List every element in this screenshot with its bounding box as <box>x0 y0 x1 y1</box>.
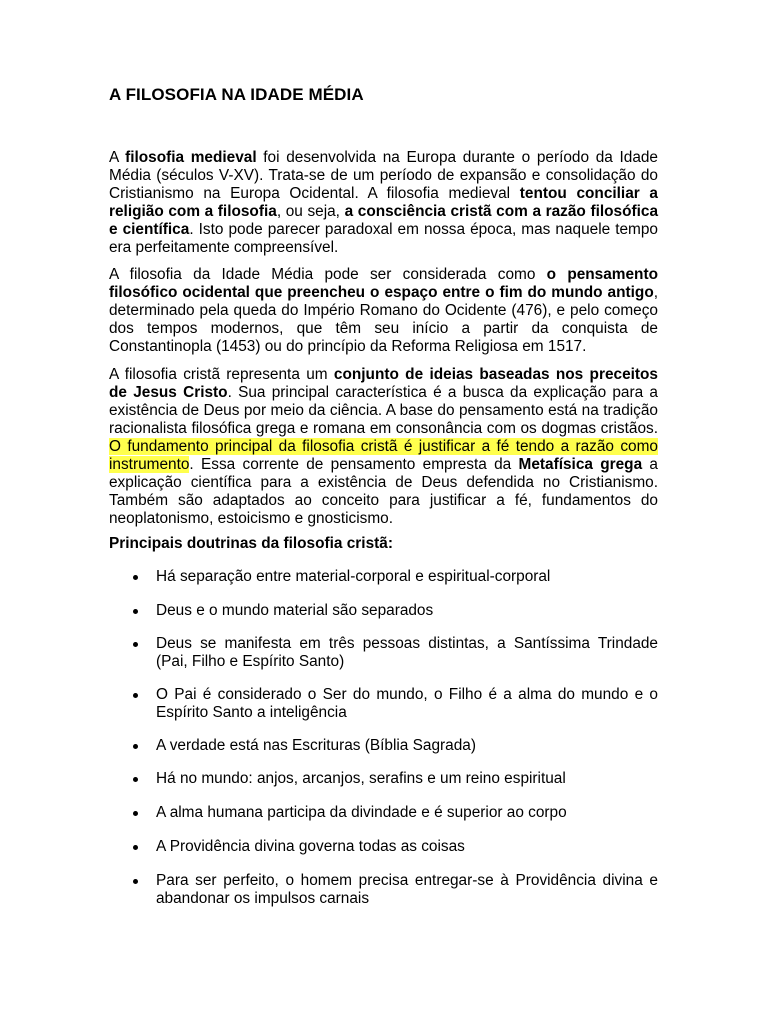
list-item <box>109 568 658 586</box>
text-run: a explicação científica para a existência de Deus defendida no Cristianismo. Também são adaptados ao conceito para justificar a fé, fundamentos do neoplatonismo, estoicismo e gnosticismo. <box>109 456 658 527</box>
list-item-text: Há separação entre material-corporal e espiritual-corporal <box>156 568 551 585</box>
bold-text: filosofia medieval <box>125 149 257 166</box>
text-run: . Essa corrente de pensamento empresta da <box>189 456 519 473</box>
bullet-icon <box>109 568 156 586</box>
list-item <box>109 804 658 822</box>
list-item-text: Deus se manifesta em três pessoas distintas, a Santíssima Trindade (Pai, Filho e Espírito Santo) <box>156 635 658 670</box>
bullet-icon <box>109 635 156 653</box>
bullet-icon <box>109 872 156 890</box>
section-subheading: Principais doutrinas da filosofia cristã: <box>109 535 393 552</box>
list-item-text: Há no mundo: anjos, arcanjos, serafins e um reino espiritual <box>156 770 566 787</box>
list-item <box>109 872 658 908</box>
bold-text: Metafísica grega <box>518 456 643 473</box>
list-item-text: A verdade está nas Escrituras (Bíblia Sagrada) <box>156 737 476 754</box>
page-title: A FILOSOFIA NA IDADE MÉDIA <box>109 85 364 104</box>
text-run: A filosofia da Idade Média pode ser considerada como <box>109 266 547 283</box>
list-item-text: A alma humana participa da divindade e é superior ao corpo <box>156 804 567 821</box>
list-item-text: A Providência divina governa todas as coisas <box>156 838 465 855</box>
text-run: , determinado pela queda do Império Romano do Ocidente (476), e pelo começo dos tempos modernos, que têm seu início a partir da conquista de Constantinopla (1453) ou do princípio da Reforma Religiosa em 1517. <box>109 284 658 355</box>
paragraph-period <box>109 266 658 356</box>
text-run: . Sua principal característica é a busca da explicação para a existência de Deus por meio da ciência. A base do pensamento está na tradição racionalista filosófica grega e romana em consonância com os dogmas cristãos. <box>109 384 658 437</box>
paragraph-intro <box>109 149 658 257</box>
list-item <box>109 770 658 788</box>
bullet-icon <box>109 804 156 822</box>
list-item-text: Para ser perfeito, o homem precisa entregar-se à Providência divina e abandonar os impulsos carnais <box>156 872 658 907</box>
list-item <box>109 737 658 755</box>
paragraph-christian-philosophy <box>109 366 658 528</box>
bullet-icon <box>109 602 156 620</box>
bold-text: tentou conciliar a religião com a filosofia <box>109 185 658 220</box>
list-item <box>109 838 658 856</box>
bullet-icon <box>109 838 156 856</box>
list-item <box>109 602 658 620</box>
text-run: , ou seja, <box>276 203 345 220</box>
list-item-text: O Pai é considerado o Ser do mundo, o Filho é a alma do mundo e o Espírito Santo a inteligência <box>156 686 658 721</box>
list-item <box>109 635 658 671</box>
bullet-icon <box>109 737 156 755</box>
text-run: . Isto pode parecer paradoxal em nossa época, mas naquele tempo era perfeitamente compreensível. <box>109 221 658 256</box>
bullet-icon <box>109 770 156 788</box>
bold-text: o pensamento filosófico ocidental que preencheu o espaço entre o fim do mundo antigo <box>109 266 658 301</box>
bold-text: a consciência cristã com a razão filosófica e científica <box>109 203 659 238</box>
text-run: A filosofia cristã representa um <box>109 366 334 383</box>
highlighted-text: O fundamento principal da filosofia cristã é justificar a fé tendo a razão como instrumento <box>109 438 658 473</box>
text-run: foi desenvolvida na Europa durante o período da Idade Média (séculos V-XV). Trata-se de um período de expansão e consolidação do Cristianismo na Europa Ocidental. A filosofia medieval <box>109 149 658 202</box>
text-run: A <box>109 149 126 166</box>
list-item-text: Deus e o mundo material são separados <box>156 602 434 619</box>
bold-text: conjunto de ideias baseadas nos preceitos de Jesus Cristo <box>109 366 658 401</box>
bullet-icon <box>109 686 156 704</box>
list-item <box>109 686 658 722</box>
